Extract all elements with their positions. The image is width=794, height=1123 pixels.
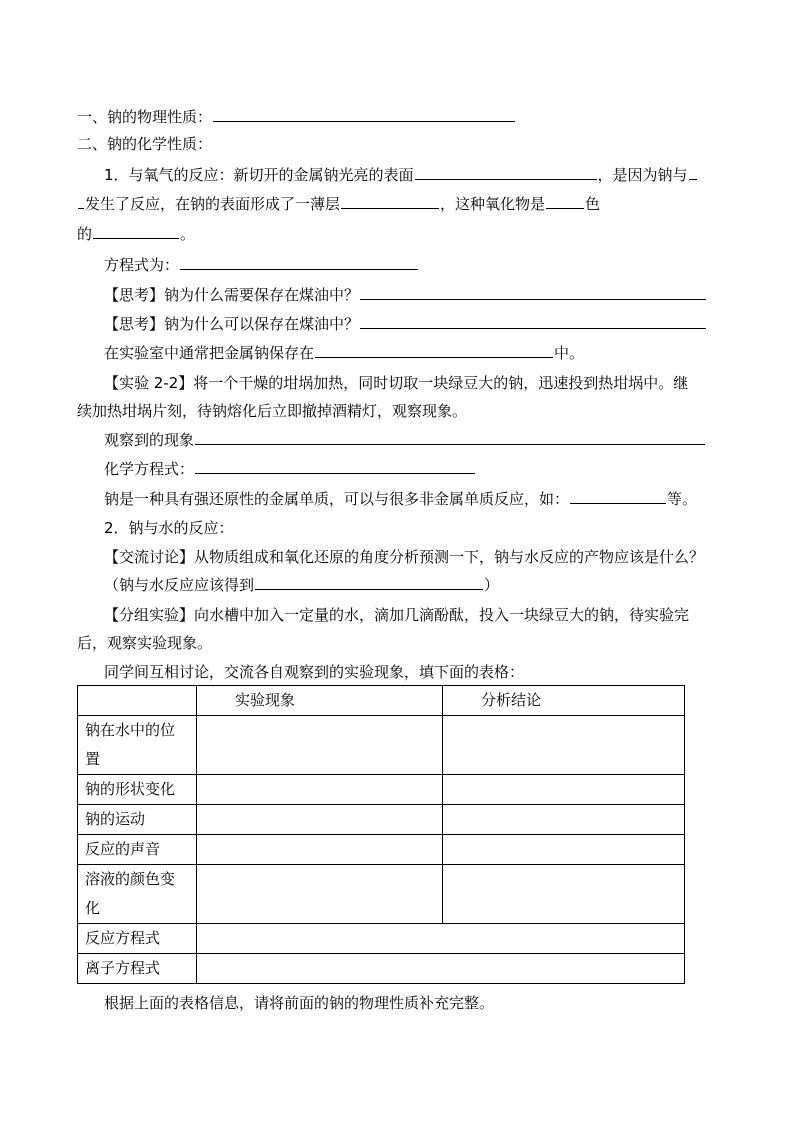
table-row [78, 924, 685, 954]
answer-blank[interactable] [195, 459, 475, 474]
answer-blank[interactable] [570, 489, 666, 504]
answer-cell[interactable] [443, 775, 685, 805]
answer-blank[interactable] [315, 343, 553, 358]
answer-cell[interactable] [197, 775, 443, 805]
answer-cell[interactable] [443, 805, 685, 835]
table-row [78, 865, 685, 924]
answer-blank[interactable] [546, 194, 584, 209]
discussion-line: 【交流讨论】从物质组成和氧化还原的角度分析预测一下，钠与水反应的产物应该是什么？ [104, 548, 705, 566]
answer-cell[interactable] [197, 924, 685, 954]
section-1-physical-properties: 一、钠的物理性质： [77, 107, 516, 129]
answer-cell[interactable] [197, 835, 443, 865]
answer-blank[interactable] [360, 314, 706, 329]
experiment-2-2-line-2: 续加热坩埚片刻，待钠熔化后立即撤掉酒精灯，观察现象。 [77, 402, 468, 420]
answer-blank[interactable] [255, 575, 483, 590]
chemical-equation-line: 化学方程式： [104, 459, 476, 481]
row-label-shape: 钠的形状变化 [78, 775, 197, 805]
table-row [78, 954, 685, 984]
row-label-ionic-equation: 离子方程式 [78, 954, 197, 984]
oxygen-reaction-line-2: 发生了反应，在钠的表面形成了一薄层 ，这种氧化物是 色 [77, 194, 600, 216]
answer-blank[interactable] [415, 165, 597, 180]
answer-blank[interactable] [180, 255, 418, 270]
reducing-property-line: 钠是一种具有强还原性的金属单质，可以与很多非金属单质反应，如： 等。 [104, 490, 698, 508]
group-experiment-line-1: 【分组实验】向水槽中加入一定量的水，滴加几滴酚酞，投入一块绿豆大的钠，待实验完 [104, 606, 690, 624]
water-reaction-heading: 2．钠与水的反应： [104, 519, 234, 537]
table-instruction: 同学间互相讨论，交流各自观察到的实验现象，填下面的表格： [104, 663, 525, 681]
think-question-1: 【思考】钠为什么需要保存在煤油中？ [104, 285, 707, 307]
header-cell-conclusion: 分析结论 [443, 686, 685, 716]
answer-blank[interactable] [689, 165, 697, 180]
row-label-sound: 反应的声音 [78, 835, 197, 865]
closing-instruction: 根据上面的表格信息，请将前面的钠的物理性质补充完整。 [104, 994, 495, 1012]
answer-blank[interactable] [93, 224, 179, 239]
answer-cell[interactable] [443, 835, 685, 865]
expected-product-line: （钠与水反应应该得到 ） [104, 576, 500, 594]
answer-blank[interactable] [360, 285, 706, 300]
answer-cell[interactable] [197, 954, 685, 984]
answer-blank[interactable] [341, 194, 439, 209]
answer-cell[interactable] [197, 865, 443, 924]
oxygen-reaction-line-3: 的 。 [77, 225, 196, 243]
row-label-motion: 钠的运动 [78, 805, 197, 835]
answer-blank[interactable] [213, 107, 515, 122]
answer-blank[interactable] [195, 430, 705, 445]
table-row [78, 835, 685, 865]
observed-phenomenon-line: 观察到的现象 [104, 430, 706, 452]
answer-cell[interactable] [443, 865, 685, 924]
header-cell-empty [78, 686, 197, 716]
table-row [78, 775, 685, 805]
answer-cell[interactable] [443, 716, 685, 775]
table-header-row [78, 686, 685, 716]
section-2-chemical-properties: 二、钠的化学性质： [77, 135, 213, 153]
experiment-2-2-line-1: 【实验 2-2】将一个干燥的坩埚加热，同时切取一块绿豆大的钠，迅速投到热坩埚中。继 [104, 374, 689, 392]
table-row [78, 716, 685, 775]
oxygen-reaction-line-1: 1．与氧气的反应：新切开的金属钠光亮的表面 ，是因为钠与 [104, 165, 698, 187]
group-experiment-line-2: 后，观察实验现象。 [77, 634, 213, 652]
row-label-color: 溶液的颜色变 化 [78, 865, 197, 924]
equation-line: 方程式为： [104, 255, 419, 277]
answer-cell[interactable] [197, 805, 443, 835]
row-label-position: 钠在水中的位 置 [78, 716, 197, 775]
answer-cell[interactable] [197, 716, 443, 775]
table-row [78, 805, 685, 835]
header-cell-phenomenon: 实验现象 [197, 686, 443, 716]
storage-line: 在实验室中通常把金属钠保存在 中。 [104, 344, 585, 362]
observation-table [77, 685, 685, 984]
answer-blank[interactable] [78, 194, 84, 209]
think-question-2: 【思考】钠为什么可以保存在煤油中？ [104, 314, 707, 336]
row-label-reaction-equation: 反应方程式 [78, 924, 197, 954]
